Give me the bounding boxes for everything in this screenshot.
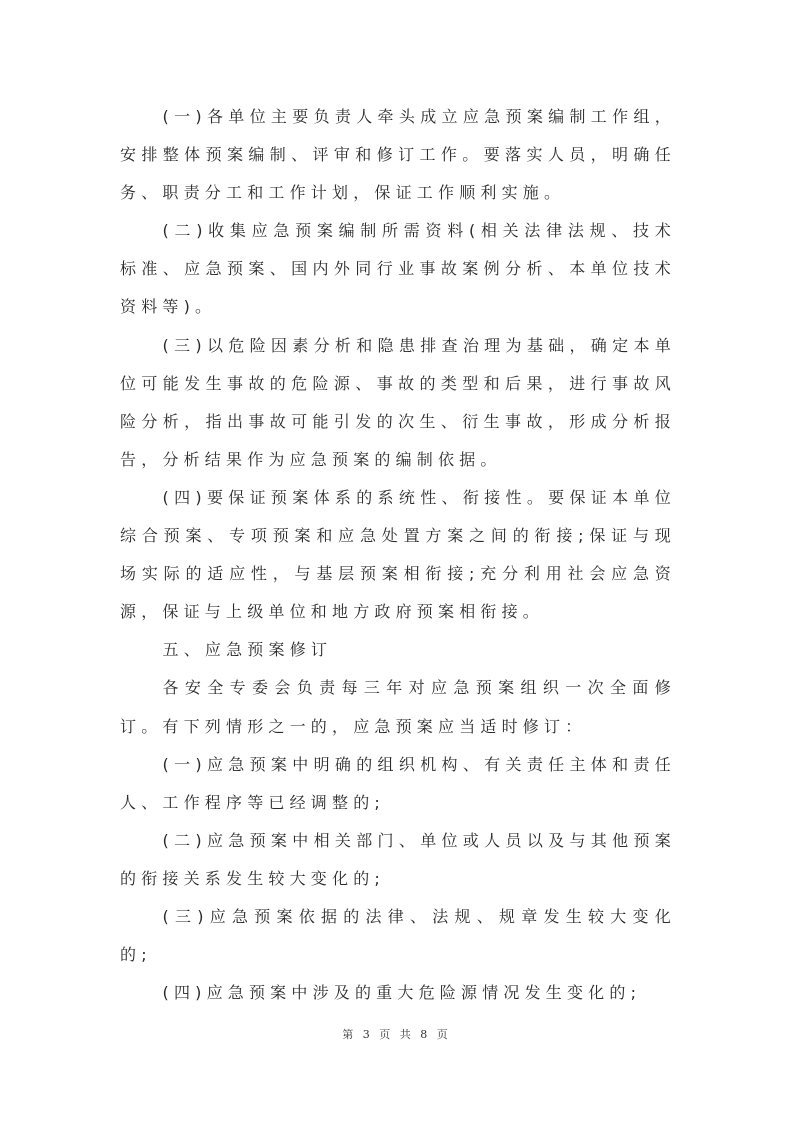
paragraph-4: (四)要保证预案体系的系统性、衔接性。要保证本单位综合预案、专项预案和应急处置方案之间的衔接;保证与现场实际的适应性，与基层预案相衔接;充分利用社会应急资源，保证与上级单位和地方政府预案相衔接。 [120, 487, 676, 622]
list-item-3: (三)应急预案依据的法律、法规、规章发生较大变化的; [120, 906, 676, 965]
paragraph-2: (二)收集应急预案编制所需资料(相关法律法规、技术标准、应急预案、国内外同行业事故案例分析、本单位技术资料等)。 [120, 221, 676, 317]
paragraph-1: (一)各单位主要负责人牵头成立应急预案编制工作组，安排整体预案编制、评审和修订工作。要落实人员，明确任务、职责分工和工作计划，保证工作顺利实施。 [120, 107, 676, 203]
list-item-4: (四)应急预案中涉及的重大危险源情况发生变化的; [162, 983, 642, 1003]
paragraph-5: 各安全专委会负责每三年对应急预案组织一次全面修订。有下列情形之一的，应急预案应当适时修订： [120, 678, 676, 736]
section-heading-revision: 五、应急预案修订 [162, 640, 333, 660]
list-item-2: (二)应急预案中相关部门、单位或人员以及与其他预案的衔接关系发生较大变化的; [120, 830, 676, 888]
list-item-1: (一)应急预案中明确的组织机构、有关责任主体和责任人、工作程序等已经调整的; [120, 754, 676, 812]
paragraph-3: (三)以危险因素分析和隐患排查治理为基础，确定本单位可能发生事故的危险源、事故的类型和后果，进行事故风险分析，指出事故可能引发的次生、衍生事故，形成分析报告，分析结果作为应急预案的编制依据。 [120, 335, 676, 469]
page-body [120, 98, 676, 1012]
page-number-footer: 第 3 页 共 8 页 [342, 1028, 451, 1041]
